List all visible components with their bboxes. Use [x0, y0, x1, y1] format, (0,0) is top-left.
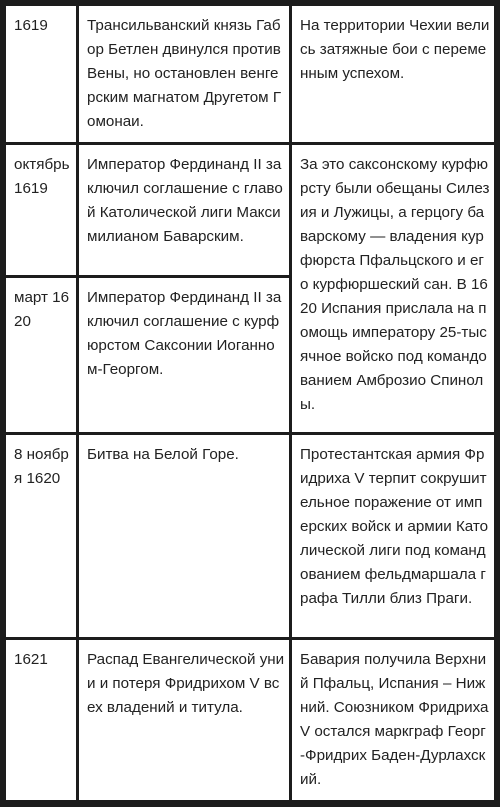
result-cell-merged: За это саксонскому курфюрсту были обещаны Силезия и Лужицы, а герцогу баварскому — владения курфюрста Пфальцского и его курфюршеский сан. В 1620 Испания прислала на помощь императору 25-тысячное войско под командованием Амброзио Спинолы. [292, 145, 494, 432]
date-cell: 8 ноября 1620 [6, 435, 76, 637]
history-table [3, 3, 497, 803]
event-cell: Император Фердинанд II заключил соглашение с курфюрстом Саксонии Иоганном-Георгом. [79, 278, 289, 432]
event-cell: Распад Евангелической унии и потеря Фридрихом V всех владений и титула. [79, 640, 289, 800]
table-row [6, 435, 494, 637]
event-cell: Трансильванский князь Габор Бетлен двинулся против Вены, но остановлен венгерским магнатом Другетом Гомонаи. [79, 6, 289, 142]
table-row [6, 145, 494, 275]
date-cell: 1621 [6, 640, 76, 800]
date-cell: 1619 [6, 6, 76, 142]
event-cell: Битва на Белой Горе. [79, 435, 289, 637]
event-cell: Император Фердинанд II заключил соглашение с главой Католической лиги Максимилианом Баварским. [79, 145, 289, 275]
result-cell: Протестантская армия Фридриха V терпит сокрушительное поражение от имперских войск и армии Католической лиги под командованием фельдмаршала графа Тилли близ Праги. [292, 435, 494, 637]
result-cell: Бавария получила Верхний Пфальц, Испания – Нижний. Союзником Фридриха V остался маркграф Георг-Фридрих Баден-Дурлахский. [292, 640, 494, 800]
table-row [6, 6, 494, 142]
table-row [6, 640, 494, 800]
date-cell: март 1620 [6, 278, 76, 432]
result-cell: На территории Чехии велись затяжные бои с переменным успехом. [292, 6, 494, 142]
date-cell: октябрь 1619 [6, 145, 76, 275]
